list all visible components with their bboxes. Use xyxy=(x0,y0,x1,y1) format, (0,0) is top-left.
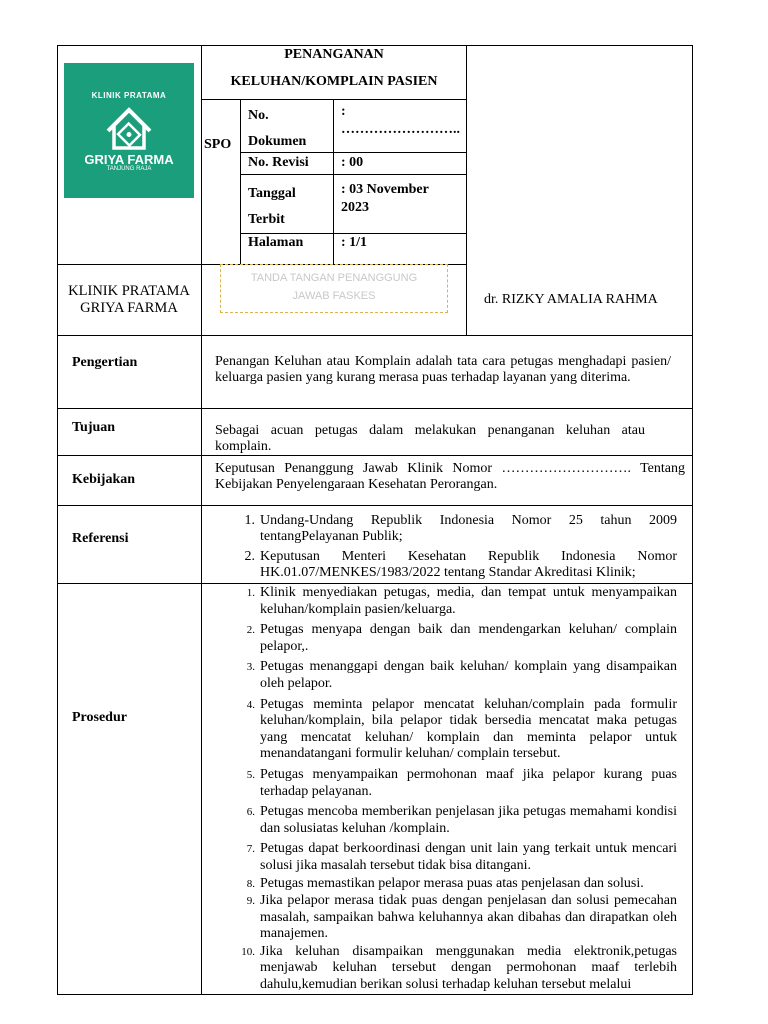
list-item: 4. Petugas meminta pelapor mencatat keluhan/complain pada formulir keluhan/komplain, bila pelapor tidak bersedia mencatat maka petugas yang mencatat keluhan/ komplain dan meminta pelapor untuk menandatangani formulir keluhan/ complain tersebut. xyxy=(246,696,677,762)
section-text-kebijakan: Keputusan Penanggung Jawab Klinik Nomor ………………………. Tentang Kebijakan Penyelengaraan Kesehatan Perorangan. xyxy=(215,461,685,492)
field-label-halaman: Halaman xyxy=(248,235,304,250)
field-value-halaman: : 1/1 xyxy=(341,235,368,250)
field-value-tanggal-terbit: : 03 November 2023 xyxy=(341,182,429,215)
divider xyxy=(333,99,334,264)
divider xyxy=(201,335,202,995)
signature-placeholder: TANDA TANGAN PENANGGUNG JAWAB FASKES xyxy=(220,264,448,313)
divider xyxy=(240,233,466,234)
list-item: 1. Undang-Undang Republik Indonesia Nomor 25 tahun 2009 tentangPelayanan Publik; xyxy=(244,513,677,544)
divider xyxy=(57,335,693,336)
list-item: 2. Keputusan Menteri Kesehatan Republik Indonesia Nomor HK.01.07/MENKES/1983/2022 tentang Standar Akreditasi Klinik; xyxy=(244,549,677,580)
list-item: 2. Petugas menyapa dengan baik dan mendengarkan keluhan/ complain pelapor,. xyxy=(246,622,677,654)
section-label-kebijakan: Kebijakan xyxy=(72,472,136,487)
list-item: 8. Petugas memastikan pelapor merasa puas atas penjelasan dan solusi. xyxy=(246,875,644,891)
divider xyxy=(466,45,467,335)
section-text-tujuan: Sebagai acuan petugas dalam melakukan penanganan keluhan atau komplain. xyxy=(215,423,645,454)
field-value-no-dokumen: : …………………….. xyxy=(341,104,460,137)
list-item: 5. Petugas menyampaikan permohonan maaf jika pelapor kurang puas terhadap pelayanan. xyxy=(246,766,677,799)
list-item: 7. Petugas dapat berkoordinasi dengan unit lain yang terkait untuk mencari solusi jika masalah tersebut tidak bisa ditangani. xyxy=(246,841,677,873)
field-label-no-revisi: No. Revisi xyxy=(248,155,309,170)
divider xyxy=(240,99,241,264)
logo-line2: GRIYA FARMA xyxy=(84,152,174,167)
section-text-pengertian: Penangan Keluhan atau Komplain adalah tata cara petugas menghadapi pasien/ keluarga pasien yang kurang merasa puas terhadap layanan yang diterima. xyxy=(215,354,671,385)
field-label-no-dokumen: No. Dokumen xyxy=(248,108,307,149)
clinic-logo xyxy=(64,63,194,198)
field-value-no-revisi: : 00 xyxy=(341,155,364,170)
divider xyxy=(57,505,693,506)
field-label-tanggal-terbit: Tanggal Terbit xyxy=(248,186,296,227)
prosedur-list xyxy=(215,585,677,994)
logo-line1: KLINIK PRATAMA xyxy=(91,91,167,100)
house-leaf-icon xyxy=(64,63,194,198)
list-item: 1. Klinik menyediakan petugas, media, dan tempat untuk menyampaikan keluhan/komplain pasien/keluarga. xyxy=(246,585,677,617)
divider xyxy=(57,455,693,456)
clinic-name: KLINIK PRATAMA GRIYA FARMA xyxy=(68,283,190,316)
section-label-tujuan: Tujuan xyxy=(72,420,116,435)
list-item: 3. Petugas menanggapi dengan baik keluhan/ komplain yang disampaikan oleh pelapor. xyxy=(246,659,677,691)
divider xyxy=(57,408,693,409)
divider xyxy=(201,99,466,100)
spo-label: SPO xyxy=(204,137,232,152)
title-line1: PENANGANAN xyxy=(284,47,384,62)
divider xyxy=(240,174,466,175)
referensi-list xyxy=(215,513,677,581)
list-item: 10. Jika keluhan disampaikan menggunakan media elektronik,petugas menjawab keluhan tersebut dengan permohonan maaf terlebih dahulu,kemudian berikan solusi terhadap keluhan tersebut melalui xyxy=(241,943,677,993)
title-line2: KELUHAN/KOMPLAIN PASIEN xyxy=(230,74,438,89)
section-label-referensi: Referensi xyxy=(72,531,129,546)
list-item: 6. Petugas mencoba memberikan penjelasan jika petugas memahami kondisi dan solusiatas keluhan /komplain. xyxy=(246,804,677,836)
section-label-prosedur: Prosedur xyxy=(72,710,127,725)
logo-line3: TANJUNG RAJA xyxy=(106,166,152,172)
doctor-name: dr. RIZKY AMALIA RAHMA xyxy=(484,292,658,307)
section-label-pengertian: Pengertian xyxy=(72,355,138,370)
list-item: 9. Jika pelapor merasa tidak puas dengan penjelasan dan solusi pemecahan masalah, sampaikan bahwa keluhannya akan dibahas dan dirapatkan oleh manajemen. xyxy=(246,893,677,942)
divider xyxy=(57,583,693,584)
